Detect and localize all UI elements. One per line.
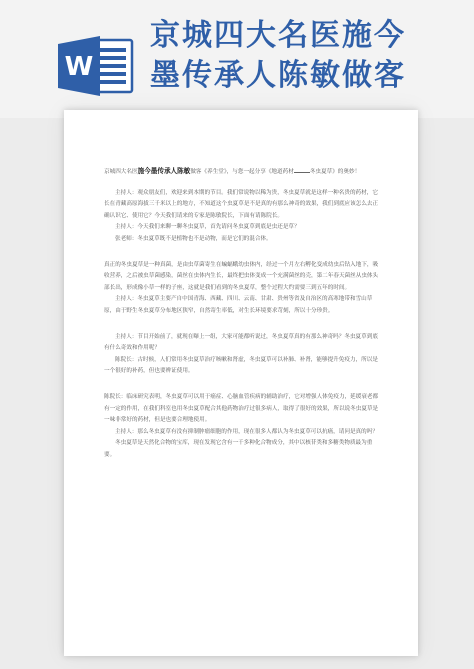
intro-highlight: 施今墨传承人陈敏 <box>137 167 191 175</box>
paragraph: 主持人：今天我们来聊一聊冬虫夏草，首先请问冬虫夏草到底是虫还是草？ <box>115 224 300 231</box>
paragraph: 主持人：节目开始前了，就现在曝上一组，大家可能都听说过，冬虫夏草真的有那么神奇吗？冬虫夏草到底有什么奇效和作用呢？ <box>104 333 378 352</box>
paragraph: 真正的冬虫夏草是一种真菌，是由虫草菌寄生在蝙蝠蛾幼虫体内，经过一个月左右孵化变成幼虫后钻入地下，吸收营养，之后被虫草菌感染，菌丝在虫体内生长，最终把虫体变成一个充满菌丝的壳，第二年春天菌丝从虫体头部长出，形成像小草一样的子座，这就是我们看到的冬虫夏草，整个过程大约需要三到五年的时间。 <box>104 261 379 291</box>
title-line-2: 墨传承人陈敏做客 <box>150 58 406 93</box>
paragraph: 主持人：那么冬虫夏草有没有抑制肿瘤细胞的作用，现在很多人都认为冬虫夏草可以抗癌，请问是真的吗？ <box>115 428 378 435</box>
paragraph: 陈院长：古时候，人们常用冬虫夏草治疗咳嗽和肾虚，冬虫夏草可以补肺、补肾，能够提升免疫力，所以是一个很好的补药，但也要辨证使用。 <box>104 356 378 375</box>
title-line-1: 京城四大名医施今 <box>150 18 406 53</box>
word-document-icon <box>58 34 136 98</box>
paragraph: 主持人：观众朋友们，欢迎来到本期的节目。我们常说物以稀为贵，冬虫夏草就是这样一种名贵的药材，它长在青藏高原海拔三千米以上的地方，不知道这个虫夏草是不是真的有那么神奇的效果，我们到底应该怎么去正确认识它、使用它？今天我们请来的专家是陈敏院长，下面有请陈院长。 <box>104 189 379 219</box>
word-logo-letter: W <box>64 52 94 82</box>
paragraph: 张老师：冬虫夏草既不是植物也不是动物，而是它们的混合体。 <box>115 235 272 242</box>
header-banner <box>0 0 474 118</box>
paragraph: 主持人：冬虫夏草主要产自中国青海、西藏、四川、云南、甘肃、贵州等省及自治区的高寒地带和雪山草原，由于野生冬虫夏草分布地区狭窄，自然寄生率低，对生长环境要求苛刻，所以十分珍贵。 <box>104 296 373 314</box>
document-body <box>104 166 380 461</box>
document-page <box>64 110 418 656</box>
blank-line <box>294 172 310 173</box>
paragraph: 陈院长：临床研究表明，冬虫夏草可以用于癌症、心脑血管疾病的辅助治疗，它对增强人体免疫力，延缓衰老都有一定的作用，在我们科室也用冬虫夏草配合其他药物治疗过很多病人，取得了很好的效果，所以说冬虫夏草是一味非常好的药材，但是也要合理地使用。 <box>104 393 379 424</box>
intro-paragraph: 京城四大名医施今墨传承人陈敏做客《养生堂》，与您一起分享《地道药材 冬虫夏草》的奥妙！ <box>104 167 361 175</box>
paragraph: 冬虫夏草是天然化合物的宝库，现在发现它含有一千多种化合物成分，其中以核苷类和多糖类物质最为重要。 <box>104 440 373 458</box>
page-title <box>150 16 468 96</box>
